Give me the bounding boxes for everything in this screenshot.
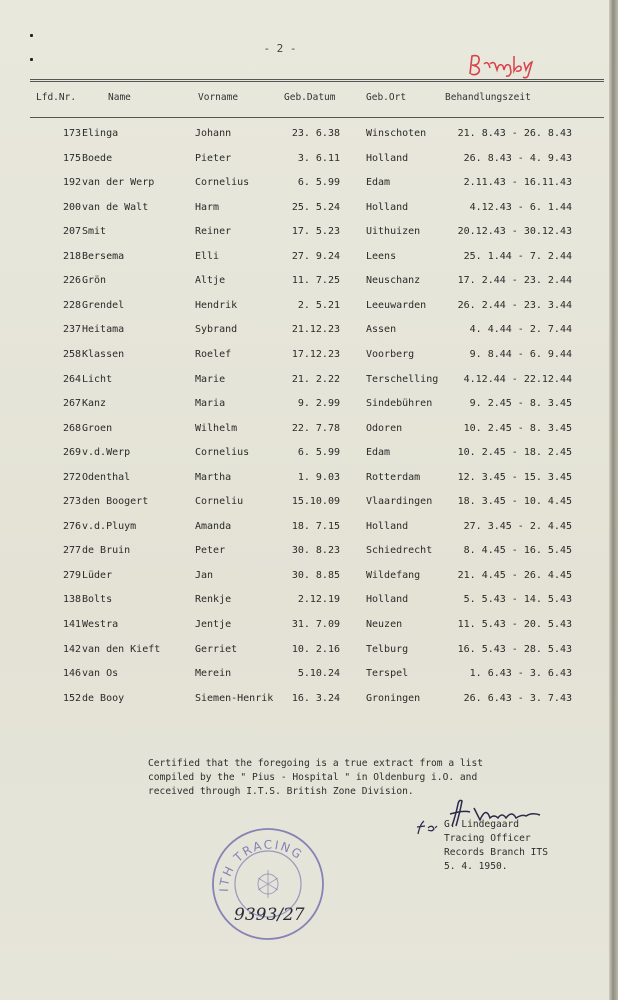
cell-ort: Terspel [366, 668, 409, 680]
cell-datum: 2.12.19 [297, 594, 340, 606]
cell-datum: 25. 5.24 [291, 201, 340, 213]
cell-datum: 22. 7.78 [291, 422, 340, 434]
cell-datum: 5.10.24 [297, 668, 340, 680]
header-vorname: Vorname [198, 92, 239, 103]
cell-name: Bolts [82, 594, 113, 606]
cell-name: Elinga [82, 128, 119, 139]
cell-ort: Edam [366, 447, 391, 459]
tracing-office-stamp [206, 822, 330, 946]
cell-ort: Holland [366, 201, 409, 213]
cell-ort: Rotterdam [366, 471, 421, 483]
cell-nr: 138 [63, 594, 82, 606]
cell-ort: Leens [366, 250, 397, 262]
cell-ort: Telburg [366, 643, 409, 655]
cell-name: Smit [82, 226, 107, 238]
cell-nr: 267 [63, 398, 82, 410]
cell-nr: 200 [63, 201, 82, 213]
header-ort: Geb.Ort [366, 92, 407, 103]
cell-ort: Assen [366, 324, 397, 336]
table-row [0, 300, 618, 322]
table-row [0, 545, 618, 567]
red-pencil-annotation [466, 50, 536, 80]
cell-vorname: Johann [195, 128, 232, 139]
certification-line: compiled by the " Pius - Hospital " in Oldenburg i.O. and [148, 772, 478, 783]
cell-datum: 1. 9.03 [297, 471, 340, 483]
cell-ort: Holland [366, 520, 409, 532]
cell-name: Heitama [82, 324, 125, 336]
cell-vorname: Elli [195, 250, 220, 262]
cell-ort: Edam [366, 177, 391, 189]
cell-datum: 16. 3.24 [291, 692, 340, 704]
table-row [0, 398, 618, 420]
cell-name: Grendel [82, 299, 125, 311]
cell-zeit: 9. 8.44 - 6. 9.44 [469, 348, 572, 360]
cell-ort: Winschoten [366, 128, 427, 139]
cell-vorname: Renkje [195, 594, 232, 606]
table-row [0, 619, 618, 641]
cell-name: Kanz [82, 398, 107, 410]
cell-datum: 27. 9.24 [291, 250, 340, 262]
cell-datum: 31. 7.09 [291, 619, 340, 630]
cell-nr: 218 [63, 250, 82, 262]
cell-vorname: Hendrik [195, 299, 238, 311]
table-row [0, 644, 618, 666]
cell-nr: 142 [63, 643, 82, 655]
table-row [0, 472, 618, 494]
cell-name: Westra [82, 619, 119, 630]
cell-zeit: 10. 2.45 - 8. 3.45 [463, 422, 572, 434]
cell-zeit: 12. 3.45 - 15. 3.45 [457, 471, 572, 483]
cell-zeit: 4. 4.44 - 2. 7.44 [469, 324, 572, 336]
cell-name: van den Kieft [82, 643, 161, 655]
cell-nr: 175 [63, 152, 82, 164]
cell-vorname: Merein [195, 668, 232, 680]
cell-nr: 226 [63, 275, 82, 287]
cell-name: den Boogert [82, 496, 149, 508]
cell-datum: 23. 6.38 [291, 128, 340, 139]
cell-ort: Neuzen [366, 619, 403, 630]
cell-zeit: 10. 2.45 - 18. 2.45 [457, 447, 572, 459]
cell-vorname: Altje [195, 275, 226, 287]
cell-zeit: 20.12.43 - 30.12.43 [457, 226, 572, 238]
cell-datum: 6. 5.99 [297, 177, 340, 189]
cell-datum: 30. 8.23 [291, 545, 340, 557]
punch-mark [30, 34, 33, 37]
cell-datum: 11. 7.25 [291, 275, 340, 287]
certification-line: Certified that the foregoing is a true extract from a list [148, 758, 484, 769]
cell-ort: Holland [366, 594, 409, 606]
header-datum: Geb.Datum [284, 92, 336, 103]
cell-datum: 6. 5.99 [297, 447, 340, 459]
cell-nr: 207 [63, 226, 82, 238]
cell-zeit: 2.11.43 - 16.11.43 [463, 177, 572, 189]
cell-vorname: Pieter [195, 152, 232, 164]
table-row [0, 423, 618, 445]
cell-datum: 21.12.23 [291, 324, 340, 336]
table-row [0, 324, 618, 346]
cell-zeit: 8. 4.45 - 16. 5.45 [463, 545, 572, 557]
cell-name: van der Werp [82, 177, 155, 189]
header-top-rule [30, 81, 604, 82]
cell-datum: 21. 2.22 [291, 373, 340, 385]
table-row [0, 202, 618, 224]
cell-vorname: Jan [195, 569, 214, 581]
table-row [0, 251, 618, 273]
cell-ort: Sindebühren [366, 398, 433, 410]
cell-vorname: Reiner [195, 226, 232, 238]
signature-date: 5. 4. 1950. [444, 861, 508, 872]
cell-nr: 146 [63, 668, 82, 680]
cell-zeit: 27. 3.45 - 2. 4.45 [463, 520, 572, 532]
table-row [0, 226, 618, 248]
cell-vorname: Sybrand [195, 324, 238, 336]
cell-nr: 279 [63, 569, 82, 581]
cell-vorname: Gerriet [195, 643, 238, 655]
punch-mark [30, 58, 33, 61]
cell-zeit: 17. 2.44 - 23. 2.44 [457, 275, 572, 287]
cell-nr: 269 [63, 447, 82, 459]
cell-name: Grön [82, 275, 107, 287]
cell-zeit: 26. 2.44 - 23. 3.44 [457, 299, 572, 311]
cell-zeit: 26. 6.43 - 3. 7.43 [463, 692, 572, 704]
table-row [0, 349, 618, 371]
cell-ort: Vlaardingen [366, 496, 433, 508]
table-row [0, 275, 618, 297]
cell-vorname: Corneliu [195, 496, 244, 508]
reference-number-handwritten [232, 900, 322, 926]
cell-nr: 152 [63, 692, 82, 704]
cell-zeit: 9. 2.45 - 8. 3.45 [469, 398, 572, 410]
cell-ort: Terschelling [366, 373, 439, 385]
cell-zeit: 4.12.43 - 6. 1.44 [469, 201, 572, 213]
reference-number: 9393/27 [234, 905, 305, 925]
cell-vorname: Wilhelm [195, 422, 238, 434]
cell-nr: 276 [63, 520, 82, 532]
cell-vorname: Harm [195, 201, 220, 213]
cell-name: v.d.Werp [82, 447, 131, 459]
cell-nr: 258 [63, 348, 82, 360]
header-bottom-rule [30, 117, 604, 118]
cell-name: de Bruin [82, 545, 131, 557]
cell-name: Licht [82, 373, 113, 385]
cell-ort: Neuschanz [366, 275, 421, 287]
header-zeit: Behandlungszeit [445, 92, 531, 103]
cell-datum: 3. 6.11 [297, 152, 340, 164]
cell-ort: Wildefang [366, 569, 421, 581]
cell-nr: 192 [63, 177, 82, 189]
certification-text [148, 757, 568, 799]
cell-name: van Os [82, 668, 119, 680]
table-row [0, 570, 618, 592]
table-row [0, 153, 618, 175]
cell-ort: Leeuwarden [366, 299, 427, 311]
cell-name: v.d.Pluym [82, 520, 137, 532]
cell-zeit: 21. 4.45 - 26. 4.45 [457, 569, 572, 581]
table-row [0, 374, 618, 396]
cell-vorname: Maria [195, 398, 226, 410]
cell-zeit: 26. 8.43 - 4. 9.43 [463, 152, 572, 164]
cell-ort: Schiedrecht [366, 545, 433, 557]
signatory-name: G. Lindegaard [444, 819, 520, 830]
signature-block [444, 818, 548, 874]
header-nr: Lfd.Nr. [36, 92, 77, 103]
cell-ort: Uithuizen [366, 226, 421, 238]
signatory-branch: Records Branch ITS [444, 847, 548, 858]
cell-datum: 15.10.09 [291, 496, 340, 508]
header-top-rule [30, 79, 604, 80]
cell-datum: 30. 8.85 [291, 569, 340, 581]
table-row [0, 496, 618, 518]
cell-zeit: 1. 6.43 - 3. 6.43 [469, 668, 572, 680]
signatory-title: Tracing Officer [444, 833, 531, 844]
cell-vorname: Jentje [195, 619, 232, 630]
cell-zeit: 4.12.44 - 22.12.44 [463, 373, 572, 385]
cell-ort: Holland [366, 152, 409, 164]
table-row [0, 693, 618, 715]
cell-vorname: Peter [195, 545, 226, 557]
cell-nr: 237 [63, 324, 82, 336]
cell-zeit: 16. 5.43 - 28. 5.43 [457, 643, 572, 655]
table-row [0, 177, 618, 199]
cell-vorname: Amanda [195, 520, 232, 532]
cell-name: Odenthal [82, 471, 131, 483]
cell-zeit: 25. 1.44 - 7. 2.44 [463, 250, 572, 262]
cell-name: Bersema [82, 250, 125, 262]
cell-vorname: Marie [195, 373, 226, 385]
cell-name: Boede [82, 152, 113, 164]
table-row [0, 668, 618, 690]
header-name: Name [108, 92, 131, 103]
svg-text:ITH TRACING [217, 838, 306, 893]
cell-nr: 228 [63, 299, 82, 311]
cell-name: Groen [82, 422, 113, 434]
cell-name: Klassen [82, 348, 125, 360]
cell-datum: 9. 2.99 [297, 398, 340, 410]
cell-nr: 141 [63, 619, 82, 630]
cell-zeit: 21. 8.43 - 26. 8.43 [457, 128, 572, 139]
table-row [0, 447, 618, 469]
page-number: - 2 - [263, 42, 297, 55]
cell-datum: 2. 5.21 [297, 299, 340, 311]
cell-datum: 18. 7.15 [291, 520, 340, 532]
table-row [0, 594, 618, 616]
cell-nr: 273 [63, 496, 82, 508]
cell-vorname: Roelef [195, 348, 232, 360]
signature-name: Kinney [446, 796, 450, 797]
table-row [0, 128, 618, 150]
cell-vorname: Siemen-Henrik [195, 692, 274, 704]
cell-datum: 17.12.23 [291, 348, 340, 360]
table-row [0, 521, 618, 543]
stamp-text: ITH TRACING [216, 837, 306, 893]
cell-ort: Odoren [366, 422, 403, 434]
cell-vorname: Cornelius [195, 447, 250, 459]
cell-zeit: 18. 3.45 - 10. 4.45 [457, 496, 572, 508]
cell-nr: 268 [63, 422, 82, 434]
cell-nr: 272 [63, 471, 82, 483]
cell-vorname: Cornelius [195, 177, 250, 189]
certification-line: received through I.T.S. British Zone Division. [148, 786, 414, 797]
cell-name: Lüder [82, 569, 113, 581]
cell-nr: 277 [63, 545, 82, 557]
cell-name: van de Walt [82, 201, 149, 213]
cell-name: de Booy [82, 692, 125, 704]
cell-nr: 264 [63, 373, 82, 385]
cell-vorname: Martha [195, 471, 232, 483]
cell-ort: Groningen [366, 692, 421, 704]
cell-zeit: 5. 5.43 - 14. 5.43 [463, 594, 572, 606]
cell-zeit: 11. 5.43 - 20. 5.43 [457, 619, 572, 630]
cell-nr: 173 [63, 128, 82, 139]
cell-datum: 10. 2.16 [291, 643, 340, 655]
for-mark [414, 818, 440, 836]
cell-ort: Voorberg [366, 348, 415, 360]
cell-datum: 17. 5.23 [291, 226, 340, 238]
